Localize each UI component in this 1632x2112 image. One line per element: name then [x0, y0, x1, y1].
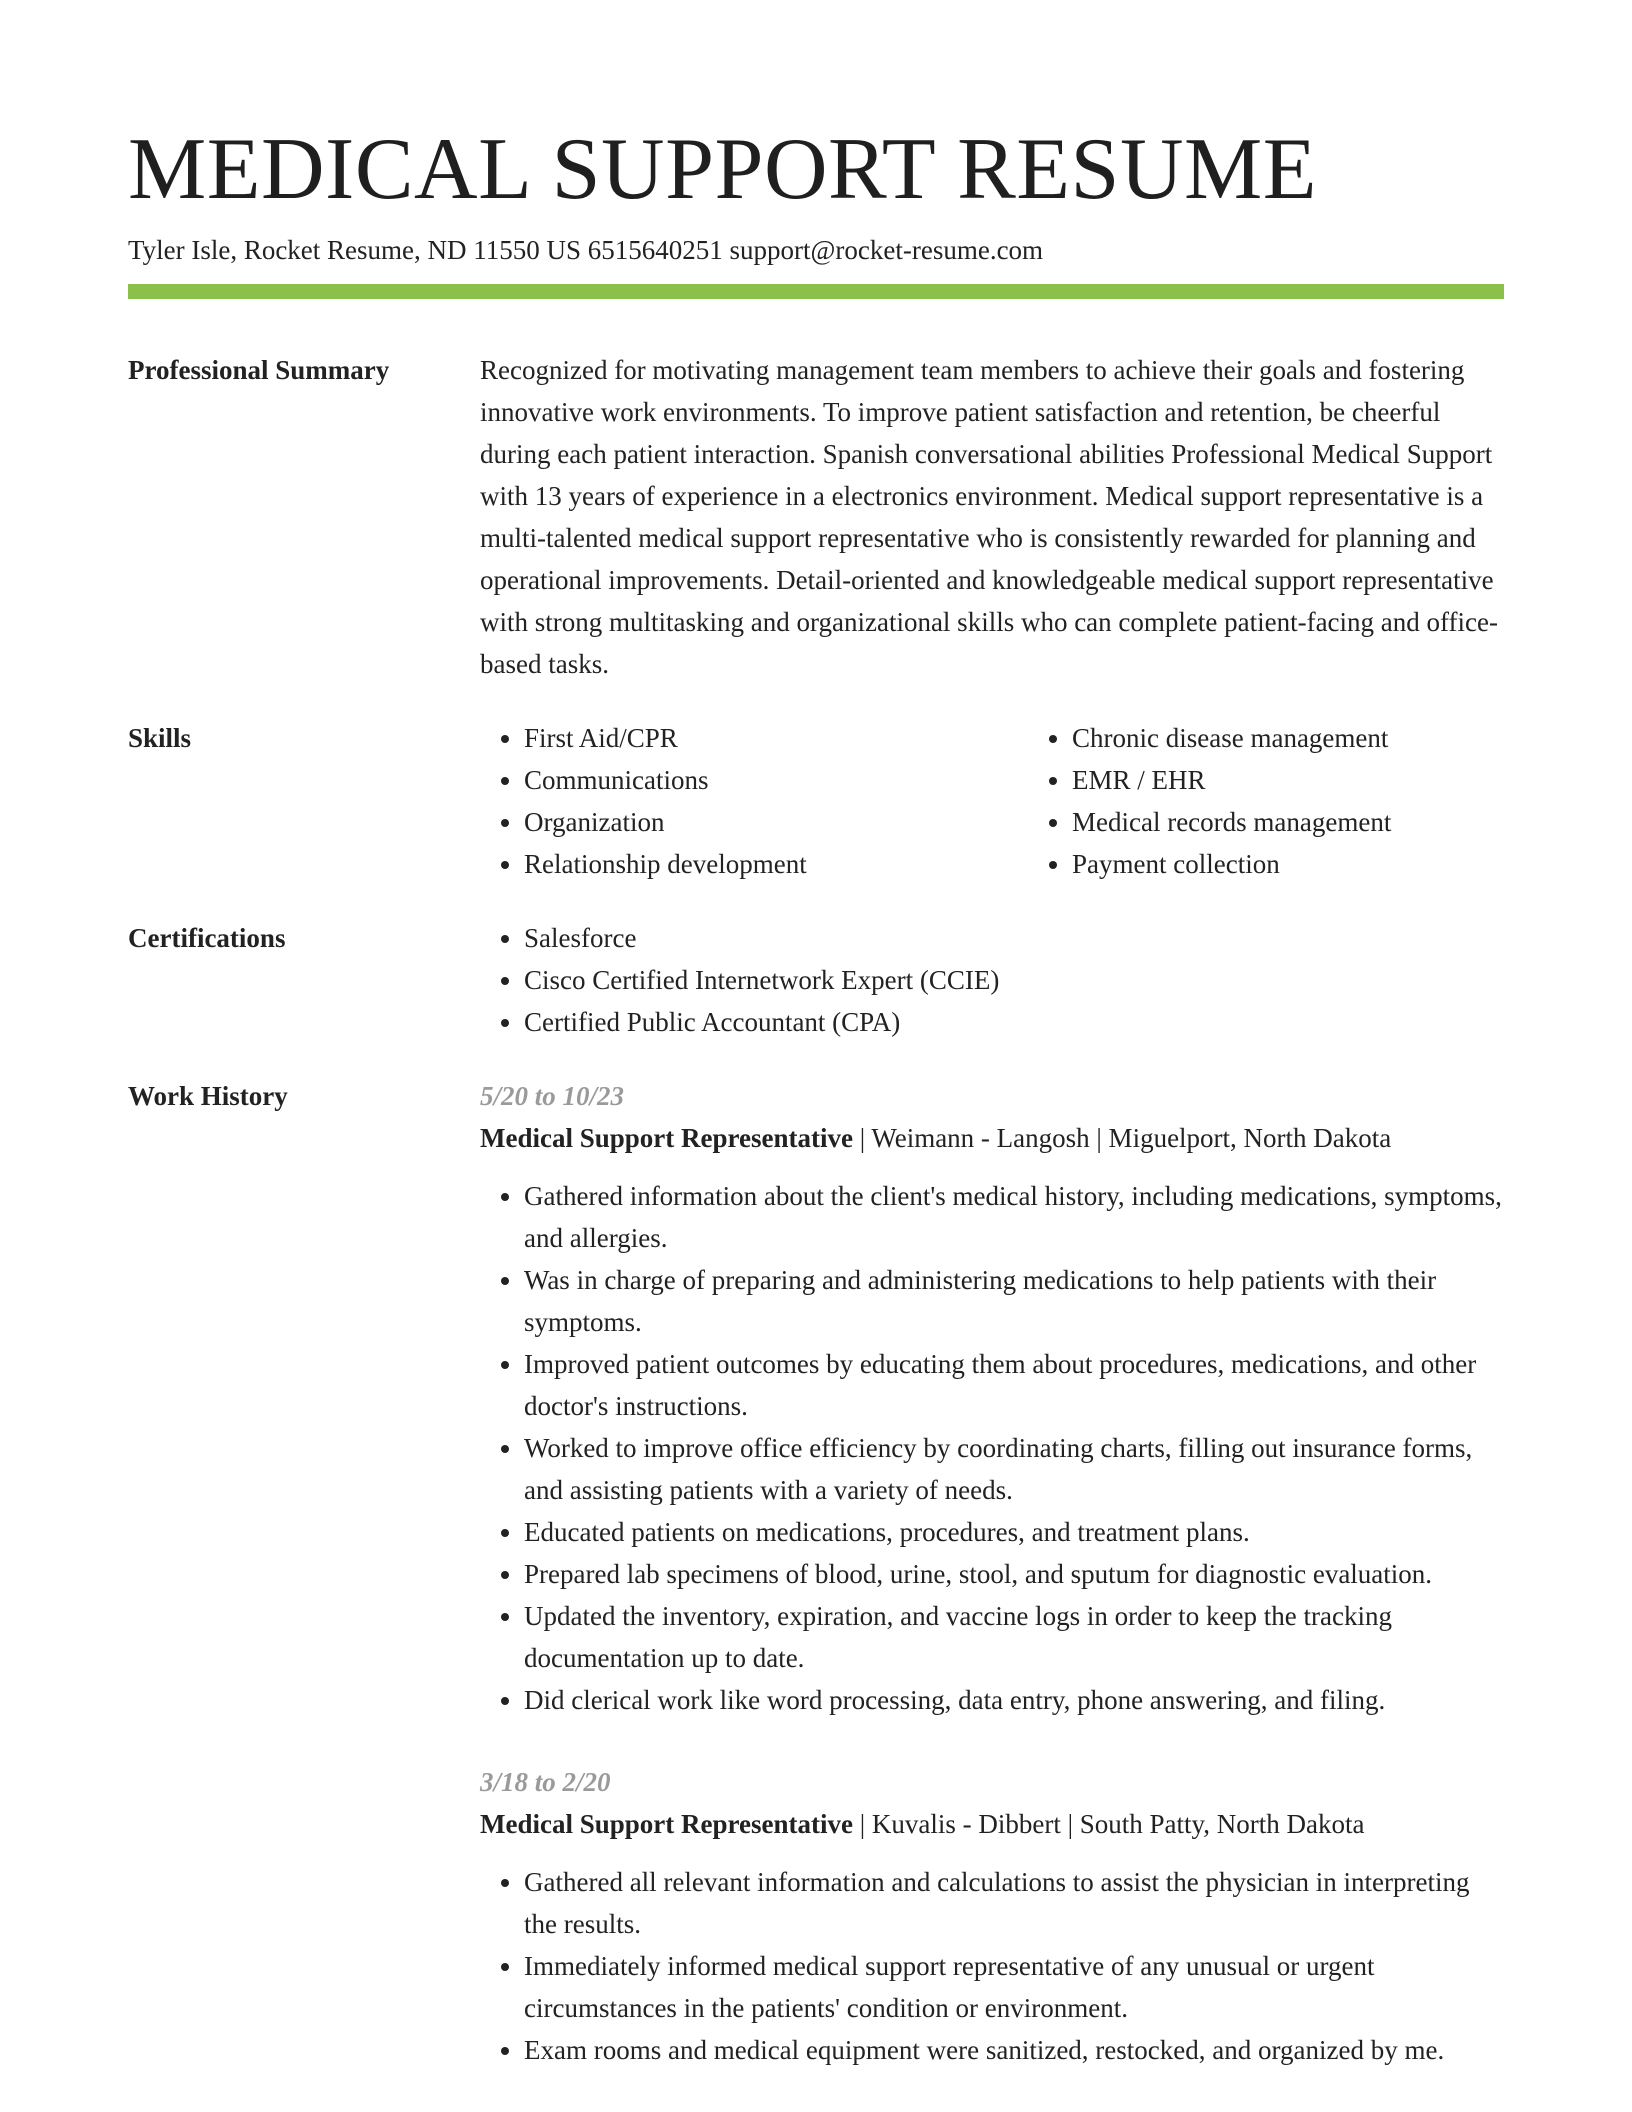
summary-content — [480, 349, 1504, 685]
skills-section — [128, 717, 1504, 885]
page-title: MEDICAL SUPPORT RESUME — [128, 121, 1318, 218]
skill-item: • First Aid/CPR — [524, 717, 1028, 759]
skills-column-1 — [480, 717, 1028, 885]
job-header — [480, 1117, 1504, 1159]
work-history-section — [128, 1075, 1504, 2071]
certification-item: • Cisco Certified Internetwork Expert (CCIE) — [524, 959, 1504, 1001]
job-header — [480, 1803, 1504, 1845]
job-bullet: • Improved patient outcomes by educating them about procedures, medications, and other doctor's instructions. — [524, 1343, 1504, 1427]
job-bullet: • Prepared lab specimens of blood, urine, stool, and sputum for diagnostic evaluation. — [524, 1553, 1504, 1595]
work-history-heading: Work History — [128, 1081, 288, 1111]
certifications-heading: Certifications — [128, 923, 286, 953]
job-bullets — [480, 1861, 1504, 2071]
job-employer-location: | Weimann - Langosh | Miguelport, North Dakota — [852, 1123, 1392, 1153]
certification-item: • Salesforce — [524, 917, 1504, 959]
job-entry — [480, 1075, 1504, 1721]
job-bullet: • Immediately informed medical support representative of any unusual or urgent circumstances in the patients' condition or environment. — [524, 1945, 1504, 2029]
certifications-section — [128, 917, 1504, 1043]
job-bullet: • Gathered information about the client's medical history, including medications, symptoms, and allergies. — [524, 1175, 1504, 1259]
job-bullet: • Updated the inventory, expiration, and vaccine logs in order to keep the tracking documentation up to date. — [524, 1595, 1504, 1679]
skill-item: • Organization — [524, 801, 1028, 843]
job-date: 3/18 to 2/20 — [480, 1767, 611, 1797]
work-history-content — [480, 1075, 1504, 2071]
certifications-list — [480, 917, 1504, 1043]
job-bullets — [480, 1175, 1504, 1721]
skill-item: • Relationship development — [524, 843, 1028, 885]
contact-line: Tyler Isle, Rocket Resume, ND 11550 US 6515640251 support@rocket-resume.com — [128, 235, 1044, 265]
skill-item: • Communications — [524, 759, 1028, 801]
skill-item: • Medical records management — [1072, 801, 1576, 843]
job-entry — [480, 1761, 1504, 2071]
job-title: Medical Support Representative — [480, 1123, 853, 1153]
job-bullet: • Exam rooms and medical equipment were sanitized, restocked, and organized by me. — [524, 2029, 1504, 2071]
job-bullet: • Gathered all relevant information and calculations to assist the physician in interpreting the results. — [524, 1861, 1504, 1945]
summary-heading: Professional Summary — [128, 355, 390, 385]
skills-heading: Skills — [128, 723, 192, 753]
certification-item: • Certified Public Accountant (CPA) — [524, 1001, 1504, 1043]
resume-page — [128, 120, 1504, 2071]
job-employer-location: | Kuvalis - Dibbert | South Patty, North Dakota — [852, 1809, 1365, 1839]
summary-section — [128, 349, 1504, 685]
skill-item: • Payment collection — [1072, 843, 1576, 885]
job-bullet: • Was in charge of preparing and administering medications to help patients with their symptoms. — [524, 1259, 1504, 1343]
certifications-content — [480, 917, 1504, 1043]
skill-item: • Chronic disease management — [1072, 717, 1576, 759]
job-title: Medical Support Representative — [480, 1809, 853, 1839]
job-bullet: • Did clerical work like word processing, data entry, phone answering, and filing. — [524, 1679, 1504, 1721]
header-divider — [128, 284, 1504, 299]
skill-item: • EMR / EHR — [1072, 759, 1576, 801]
skills-column-2 — [1028, 717, 1576, 885]
job-bullet: • Worked to improve office efficiency by coordinating charts, filling out insurance forms, and assisting patients with a variety of needs. — [524, 1427, 1504, 1511]
summary-text: Recognized for motivating management team members to achieve their goals and fostering innovative work environments. To improve patient satisfaction and retention, be cheerful during each patient interaction. Spanish conversational abilities Professional Medical Support with 13 years of experience in a electronics environment. Medical support representative is a multi-talented medical support representative who is consistently rewarded for planning and operational improvements. Detail-oriented and knowledgeable medical support representative with strong multitasking and organizational skills who can complete patient-facing and office-based tasks. — [480, 355, 1498, 679]
job-date: 5/20 to 10/23 — [480, 1081, 625, 1111]
skills-content — [480, 717, 1576, 885]
job-bullet: • Educated patients on medications, procedures, and treatment plans. — [524, 1511, 1504, 1553]
